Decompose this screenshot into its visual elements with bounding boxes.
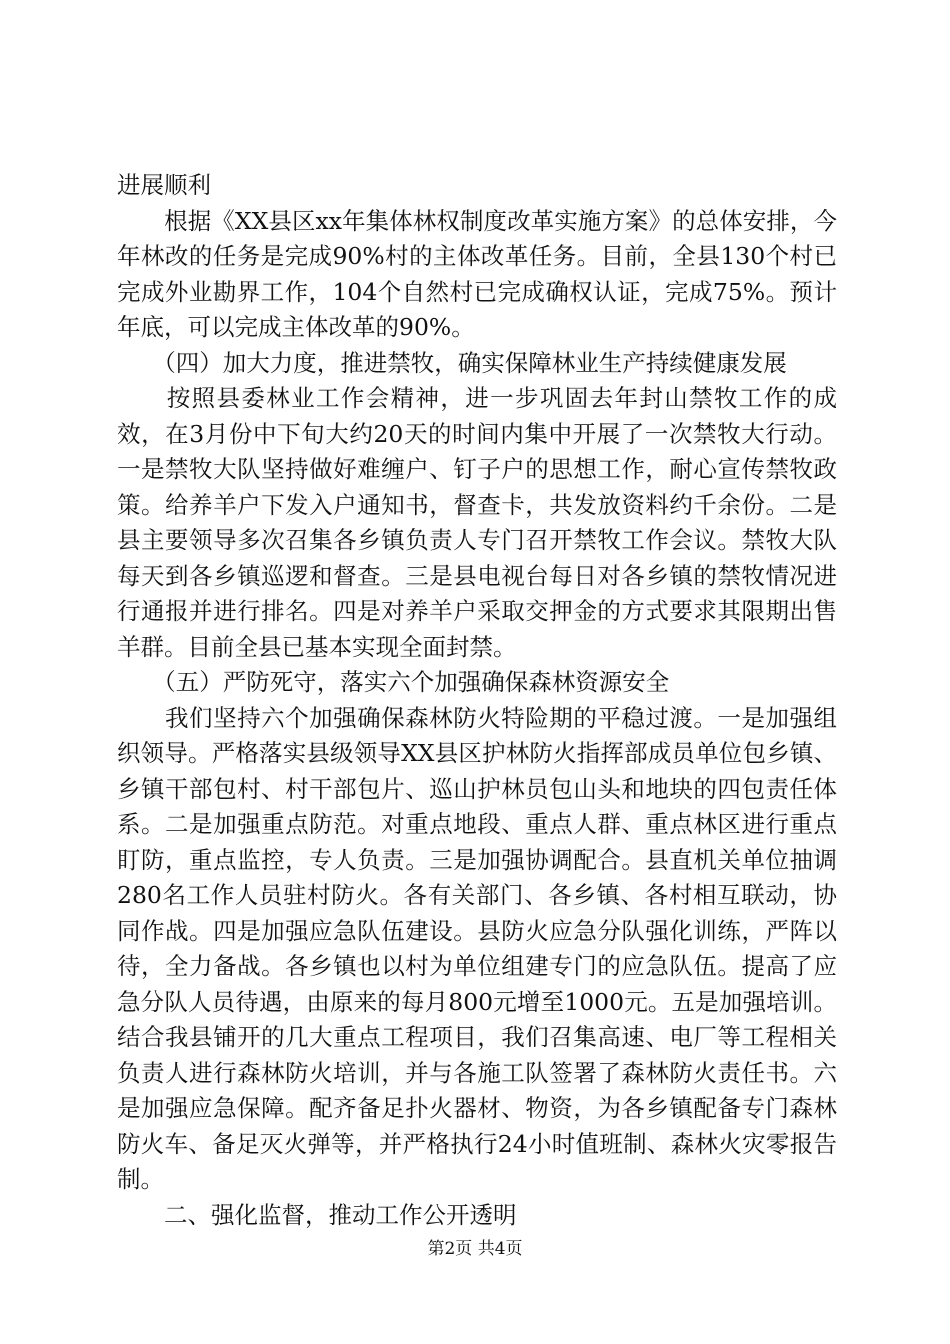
page-footer: 第2页 共4页 — [427, 1239, 523, 1259]
section-heading-5: （五）严防死守，落实六个加强确保森林资源安全 — [117, 668, 670, 696]
section-heading-4: （四）加大力度，推进禁牧，确实保障林业生产持续健康发展 — [117, 348, 787, 377]
section-heading-2: 二、强化监督，推动工作公开透明 — [117, 1200, 517, 1229]
document-body — [117, 168, 837, 1233]
paragraph-forest-reform: 根据《XX县区xx年集体林权制度改革实施方案》的总体安排，今年林改的任务是完成90%村的主体改革任务。目前，全县130个村已完成外业勘界工作，104个自然村已完成确权认证，完成75%。预计年底，可以完成主体改革的90%。 — [117, 206, 837, 341]
paragraph-grazing-ban: 按照县委林业工作会精神，进一步巩固去年封山禁牧工作的成效，在3月份中下旬大约20天的时间内集中开展了一次禁牧大行动。一是禁牧大队坚持做好难缠户、钉子户的思想工作，耐心宣传禁牧政策。给养羊户下发入户通知书，督查卡，共发放资料约千余份。二是县主要领导多次召集各乡镇负责人专门召开禁牧工作会议。禁牧大队每天到各乡镇巡逻和督查。三是县电视台每日对各乡镇的禁牧情况进行通报并进行排名。四是对养羊户采取交押金的方式要求其限期出售羊群。目前全县已基本实现全面封禁。 — [117, 384, 837, 661]
paragraph-continuation: 进展顺利 — [117, 171, 211, 199]
paragraph-fire-prevention: 我们坚持六个加强确保森林防火特险期的平稳过渡。一是加强组织领导。严格落实县级领导XX县区护林防火指挥部成员单位包乡镇、乡镇干部包村、村干部包片、巡山护林员包山头和地块的四包责任体系。二是加强重点防范。对重点地段、重点人群、重点林区进行重点盯防，重点监控，专人负责。三是加强协调配合。县直机关单位抽调280名工作人员驻村防火。各有关部门、各乡镇、各村相互联动，协同作战。四是加强应急队伍建设。县防火应急分队强化训练，严阵以待，全力备战。各乡镇也以村为单位组建专门的应急队伍。提高了应急分队人员待遇，由原来的每月800元增至1000元。五是加强培训。结合我县铺开的几大重点工程项目，我们召集高速、电厂等工程相关负责人进行森林防火培训，并与各施工队签署了森林防火责任书。六是加强应急保障。配齐备足扑火器材、物资，为各乡镇配备专门森林防火车、备足灭火弹等，并严格执行24小时值班制、森林火灾零报告制。 — [117, 703, 837, 1193]
